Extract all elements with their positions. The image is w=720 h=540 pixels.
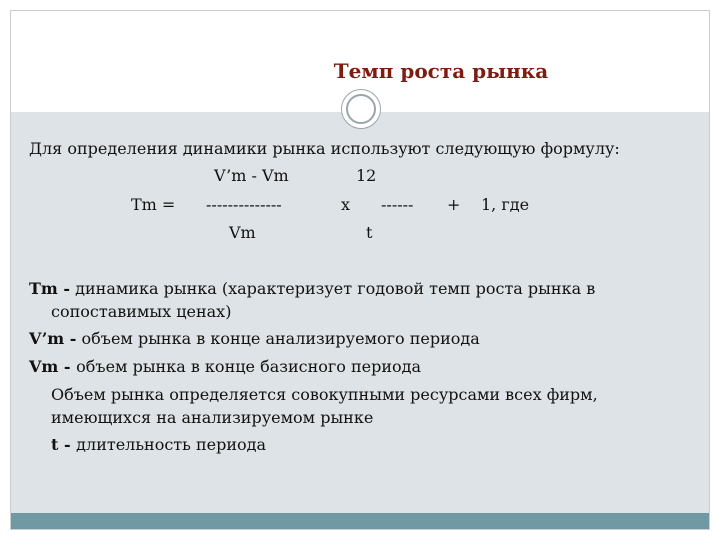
definition-vpm-text: объем рынка в конце анализируемого периода [76, 329, 480, 348]
formula-twelve: 12 [356, 166, 377, 185]
formula-numerator: V’m - Vm [214, 166, 289, 185]
definition-vm [29, 357, 421, 376]
content-area [11, 111, 709, 515]
definition-t [51, 435, 266, 454]
slide [10, 10, 710, 530]
definition-tm-continuation: сопоставимых ценах) [51, 302, 232, 321]
slide-title: Темп роста рынка [333, 59, 549, 83]
volume-note-line2: имеющихся на анализируемом рынке [51, 408, 374, 427]
circle-ornament-inner [346, 94, 376, 124]
volume-note-line1: Объем рынка определяется совокупными ресурсами всех фирм, [51, 385, 598, 404]
definition-tm [29, 279, 595, 298]
formula-denominator: Vm [229, 223, 256, 242]
definition-vpm [29, 329, 480, 348]
definition-tm-term: Tm - [29, 279, 71, 298]
definition-vpm-term: V’m - [29, 329, 77, 348]
definition-vm-term: Vm - [29, 357, 77, 376]
formula-plus: + [447, 195, 461, 214]
formula-tail: 1, где [481, 195, 530, 214]
definition-vm-text: объем рынка в конце базисного периода [76, 357, 422, 376]
formula-lhs: Tm = [131, 195, 176, 214]
definition-tm-text: динамика рынка (характеризует годовой темп роста рынка в [70, 279, 596, 298]
formula-times: x [341, 195, 351, 214]
definition-t-term: t - [51, 435, 77, 454]
definition-t-text: длительность периода [76, 435, 267, 454]
bottom-bar [11, 513, 709, 529]
formula-short-bar: ------ [381, 195, 414, 214]
formula-t: t [366, 223, 373, 242]
formula-fraction-bar: -------------- [206, 195, 282, 214]
circle-ornament-icon [341, 89, 381, 129]
intro-text: Для определения динамики рынка используют следующую формулу: [29, 139, 620, 158]
